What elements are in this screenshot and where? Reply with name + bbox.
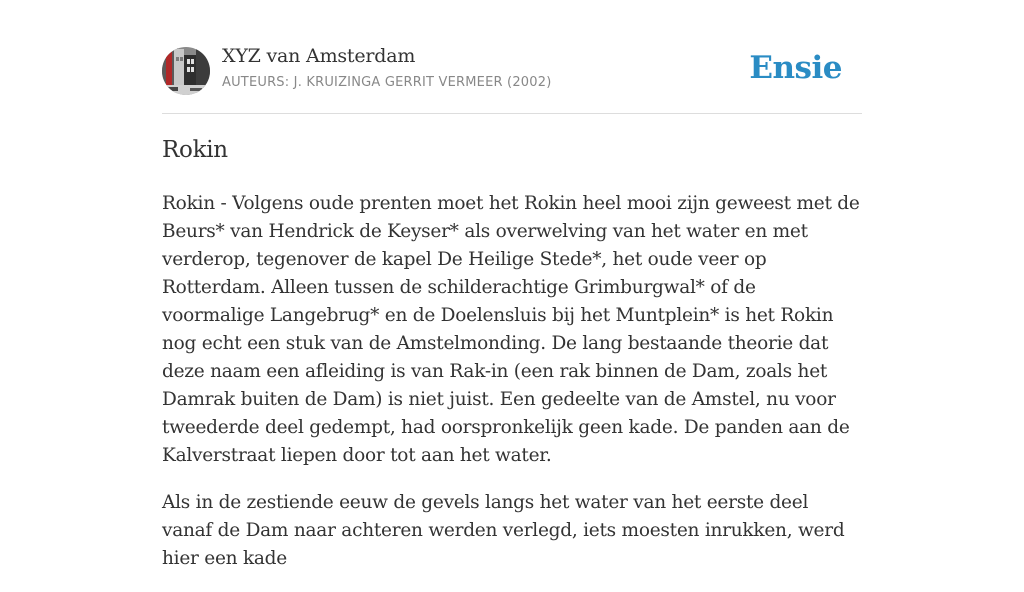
source-title[interactable]: XYZ van Amsterdam bbox=[222, 45, 416, 67]
entry-paragraph: Rokin - Volgens oude prenten moet het Rokin heel mooi zijn geweest met de Beurs* van Hendrick de Keyser* als overwelving van het water en met verderop, tegenover de kapel De Heilige Stede*, het oude veer op Rotterdam. Alleen tussen de schilderachtige Grimburgwal* of de voormalige Langebrug* en de Doelensluis bij het Muntplein* is het Rokin nog echt een stuk van de Amstelmonding. De lang bestaande theorie dat deze naam een afleiding is van Rak-in (een rak binnen de Dam, zoals het Damrak buiten de Dam) is niet juist. Een gedeelte van de Amstel, nu voor tweederde deel gedempt, had oorspronkelijk geen kade. De panden aan de Kalverstraat liepen door tot aan het water. bbox=[162, 193, 860, 466]
page-container bbox=[162, 0, 862, 569]
ensie-logo[interactable]: Ensie bbox=[749, 50, 842, 86]
entry-body bbox=[162, 190, 862, 592]
source-header bbox=[162, 0, 862, 114]
source-avatar[interactable] bbox=[162, 47, 210, 95]
source-authors: AUTEURS: J. KRUIZINGA GERRIT VERMEER (2002) bbox=[222, 75, 552, 90]
entry-paragraph: Als in de zestiende eeuw de gevels langs het water van het eerste deel vanaf de Dam naar achteren werden verlegd, iets moesten inrukken, werd hier een kade bbox=[162, 492, 845, 569]
avatar-image bbox=[162, 47, 210, 95]
entry-title: Rokin bbox=[162, 137, 228, 163]
